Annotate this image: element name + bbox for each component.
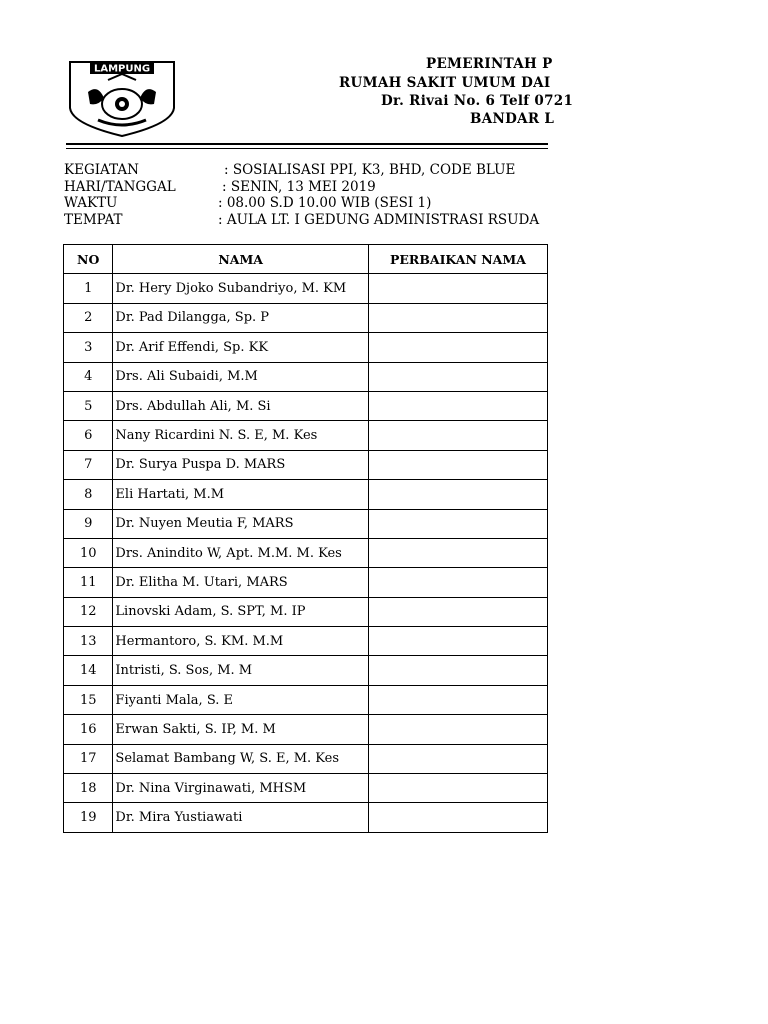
row-number: 11	[64, 568, 113, 597]
table-row	[64, 450, 548, 479]
row-name: Hermantoro, S. KM. M.M	[113, 627, 369, 656]
lampung-emblem-logo	[68, 58, 176, 138]
row-perbaikan-nama-cell[interactable]	[368, 597, 547, 626]
header-line-2: RUMAH SAKIT UMUM DAI	[339, 75, 551, 91]
row-name: Drs. Anindito W, Apt. M.M. M. Kes	[113, 538, 369, 567]
row-name: Erwan Sakti, S. IP, M. M	[113, 715, 369, 744]
meta-hari-value: : SENIN, 13 MEI 2019	[222, 179, 376, 195]
header-rule-thick	[66, 143, 548, 145]
table-row	[64, 362, 548, 391]
row-number: 9	[64, 509, 113, 538]
row-name: Eli Hartati, M.M	[113, 480, 369, 509]
meta-hari	[64, 179, 376, 195]
meta-waktu-value: : 08.00 S.D 10.00 WIB (SESI 1)	[218, 195, 432, 211]
row-perbaikan-nama-cell[interactable]	[368, 627, 547, 656]
row-number: 6	[64, 421, 113, 450]
attendance-table	[63, 244, 548, 833]
row-number: 8	[64, 480, 113, 509]
table-row	[64, 509, 548, 538]
row-number: 3	[64, 333, 113, 362]
row-name: Dr. Arif Effendi, Sp. KK	[113, 333, 369, 362]
table-row	[64, 597, 548, 626]
row-number: 5	[64, 391, 113, 420]
header-line-3: Dr. Rivai No. 6 Telf 0721	[381, 93, 574, 109]
row-perbaikan-nama-cell[interactable]	[368, 509, 547, 538]
row-perbaikan-nama-cell[interactable]	[368, 450, 547, 479]
meta-kegiatan-value: : SOSIALISASI PPI, K3, BHD, CODE BLUE	[224, 162, 516, 178]
table-row	[64, 744, 548, 773]
meta-hari-label: HARI/TANGGAL	[64, 179, 176, 195]
row-perbaikan-nama-cell[interactable]	[368, 303, 547, 332]
row-number: 19	[64, 803, 113, 832]
table-row	[64, 627, 548, 656]
meta-kegiatan-label: KEGIATAN	[64, 162, 139, 178]
row-name: Dr. Nuyen Meutia F, MARS	[113, 509, 369, 538]
table-row	[64, 538, 548, 567]
row-number: 4	[64, 362, 113, 391]
row-perbaikan-nama-cell[interactable]	[368, 362, 547, 391]
row-number: 16	[64, 715, 113, 744]
row-number: 14	[64, 656, 113, 685]
row-number: 1	[64, 274, 113, 303]
row-number: 17	[64, 744, 113, 773]
row-name: Nany Ricardini N. S. E, M. Kes	[113, 421, 369, 450]
row-perbaikan-nama-cell[interactable]	[368, 568, 547, 597]
row-number: 10	[64, 538, 113, 567]
meta-waktu-label: WAKTU	[64, 195, 118, 211]
row-name: Drs. Abdullah Ali, M. Si	[113, 391, 369, 420]
table-row	[64, 391, 548, 420]
row-name: Dr. Pad Dilangga, Sp. P	[113, 303, 369, 332]
table-body	[64, 274, 548, 832]
row-name: Dr. Elitha M. Utari, MARS	[113, 568, 369, 597]
row-number: 7	[64, 450, 113, 479]
row-perbaikan-nama-cell[interactable]	[368, 480, 547, 509]
table-row	[64, 421, 548, 450]
table-row	[64, 274, 548, 303]
row-name: Selamat Bambang W, S. E, M. Kes	[113, 744, 369, 773]
table-row	[64, 303, 548, 332]
row-perbaikan-nama-cell[interactable]	[368, 715, 547, 744]
table-row	[64, 803, 548, 832]
row-number: 12	[64, 597, 113, 626]
row-name: Dr. Mira Yustiawati	[113, 803, 369, 832]
table-row	[64, 480, 548, 509]
row-perbaikan-nama-cell[interactable]	[368, 274, 547, 303]
table-row	[64, 685, 548, 714]
row-name: Dr. Nina Virginawati, MHSM	[113, 774, 369, 803]
row-perbaikan-nama-cell[interactable]	[368, 774, 547, 803]
header-perbaikan-nama: PERBAIKAN NAMA	[368, 245, 547, 274]
header-no: NO	[64, 245, 113, 274]
table-row	[64, 333, 548, 362]
meta-waktu	[64, 195, 432, 211]
row-name: Linovski Adam, S. SPT, M. IP	[113, 597, 369, 626]
row-perbaikan-nama-cell[interactable]	[368, 656, 547, 685]
table-row	[64, 715, 548, 744]
row-perbaikan-nama-cell[interactable]	[368, 685, 547, 714]
logo-text: LAMPUNG	[93, 63, 151, 75]
row-perbaikan-nama-cell[interactable]	[368, 803, 547, 832]
row-number: 13	[64, 627, 113, 656]
row-perbaikan-nama-cell[interactable]	[368, 744, 547, 773]
row-number: 15	[64, 685, 113, 714]
row-perbaikan-nama-cell[interactable]	[368, 421, 547, 450]
table-row	[64, 774, 548, 803]
header-rule-thin	[66, 148, 548, 149]
row-name: Fiyanti Mala, S. E	[113, 685, 369, 714]
meta-tempat-value: : AULA LT. I GEDUNG ADMINISTRASI RSUDA	[218, 212, 540, 228]
header-nama: NAMA	[113, 245, 369, 274]
meta-tempat-label: TEMPAT	[64, 212, 123, 228]
row-perbaikan-nama-cell[interactable]	[368, 538, 547, 567]
row-name: Drs. Ali Subaidi, M.M	[113, 362, 369, 391]
row-name: Dr. Surya Puspa D. MARS	[113, 450, 369, 479]
meta-kegiatan	[64, 162, 516, 178]
table-row	[64, 656, 548, 685]
table-header-row	[64, 245, 548, 274]
table-row	[64, 568, 548, 597]
row-number: 18	[64, 774, 113, 803]
meta-tempat	[64, 212, 540, 228]
row-name: Intristi, S. Sos, M. M	[113, 656, 369, 685]
row-perbaikan-nama-cell[interactable]	[368, 333, 547, 362]
row-name: Dr. Hery Djoko Subandriyo, M. KM	[113, 274, 369, 303]
header-line-4: BANDAR L	[470, 111, 555, 127]
header-line-1: PEMERINTAH P	[426, 56, 553, 72]
row-perbaikan-nama-cell[interactable]	[368, 391, 547, 420]
row-number: 2	[64, 303, 113, 332]
